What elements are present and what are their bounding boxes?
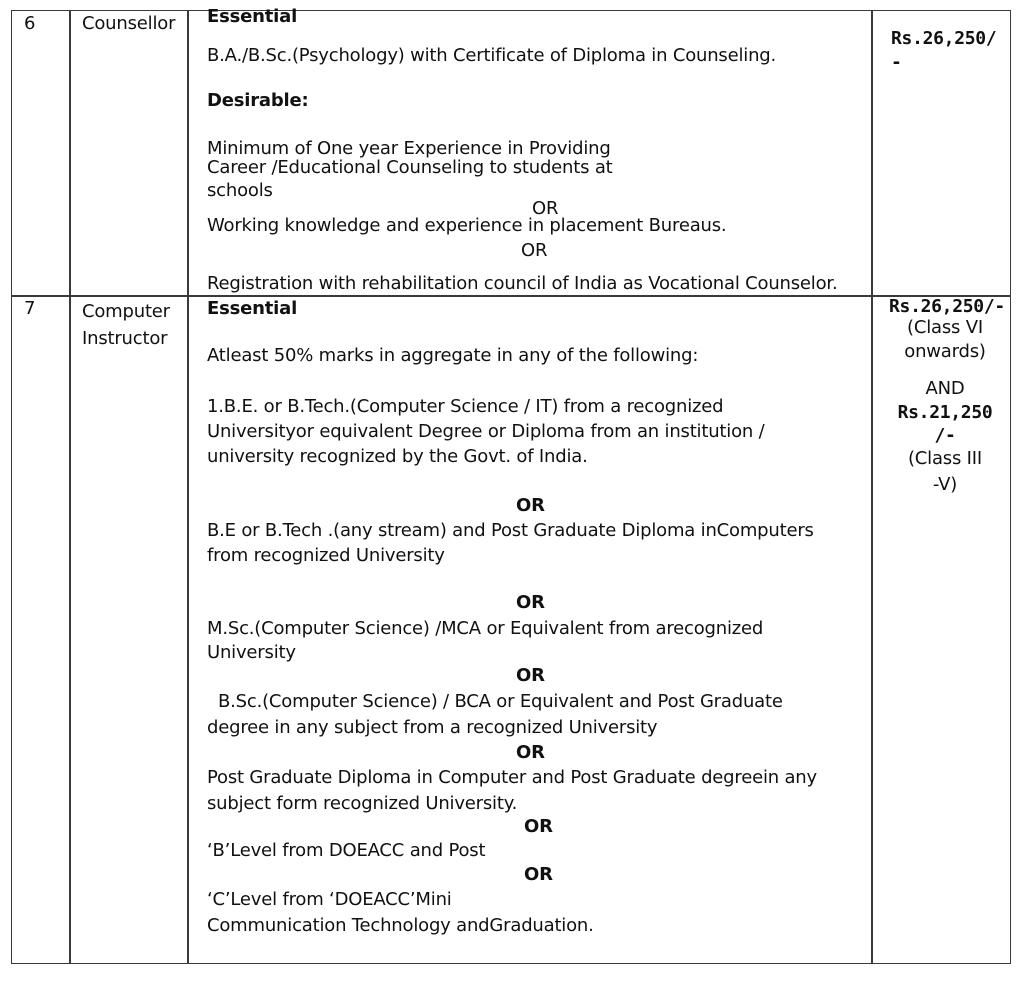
option-line: Post Graduate Diploma in Computer and Post Graduate degreein any (207, 767, 817, 788)
or-separator: OR (516, 742, 545, 763)
option-line: Communication Technology andGraduation. (207, 915, 594, 936)
or-separator: OR (516, 495, 545, 516)
and-separator: AND (925, 378, 965, 399)
pay-scale: Rs.26,250/ (891, 28, 997, 49)
pay-scale-suffix: - (891, 52, 902, 73)
alternative-text: Registration with rehabilitation council of India as Vocational Counselor. (207, 273, 838, 294)
option-line: B.E or B.Tech .(any stream) and Post Graduate Diploma inComputers (207, 520, 814, 541)
option-line: degree in any subject from a recognized University (207, 717, 658, 738)
option-line: Universityor equivalent Degree or Diploma from an institution / (207, 421, 765, 442)
desirable-heading: Desirable: (207, 90, 309, 111)
pay-note: (Class III (907, 448, 983, 469)
essential-heading: Essential (207, 298, 298, 319)
or-separator: OR (521, 240, 548, 261)
pay-scale: Rs.26,250/- (889, 296, 1005, 317)
option-line: from recognized University (207, 545, 445, 566)
option-line: subject form recognized University. (207, 793, 518, 814)
or-separator: OR (532, 198, 559, 219)
pay-scale-suffix: /- (934, 425, 956, 446)
intro-text: Atleast 50% marks in aggregate in any of the following: (207, 345, 699, 366)
option-line: B.Sc.(Computer Science) / BCA or Equivalent and Post Graduate (218, 691, 783, 712)
alternative-text: Working knowledge and experience in placement Bureaus. (207, 215, 727, 236)
desirable-line: Career /Educational Counseling to students at (207, 157, 613, 178)
option-line: University (207, 642, 296, 663)
pay-note: (Class VI (907, 317, 983, 338)
column-divider-post (187, 10, 189, 964)
desirable-line: schools (207, 180, 273, 201)
column-divider-sno (69, 10, 71, 964)
essential-text: B.A./B.Sc.(Psychology) with Certificate of Diploma in Counseling. (207, 45, 777, 66)
option-line: ‘C’Level from ‘DOEACC’Mini (207, 889, 452, 910)
serial-number: 7 (24, 298, 36, 319)
option-line: 1.B.E. or B.Tech.(Computer Science / IT) from a recognized (207, 396, 724, 417)
or-separator: OR (516, 592, 545, 613)
desirable-line: Minimum of One year Experience in Providing (207, 138, 611, 159)
or-separator: OR (524, 864, 553, 885)
pay-scale: Rs.21,250 (897, 402, 993, 423)
option-line: ‘B’Level from DOEACC and Post (207, 840, 486, 861)
pay-note: -V) (932, 474, 958, 495)
post-name: Counsellor (82, 13, 176, 34)
essential-heading: Essential (207, 6, 298, 27)
row-divider (11, 295, 1011, 297)
post-name: Computer (82, 301, 170, 322)
pay-note: onwards) (904, 341, 986, 362)
column-divider-qualification (871, 10, 873, 964)
or-separator: OR (524, 816, 553, 837)
or-separator: OR (516, 665, 545, 686)
option-line: M.Sc.(Computer Science) /MCA or Equivalent from arecognized (207, 618, 764, 639)
post-name: Instructor (82, 328, 168, 349)
option-line: university recognized by the Govt. of India. (207, 446, 588, 467)
serial-number: 6 (24, 13, 36, 34)
